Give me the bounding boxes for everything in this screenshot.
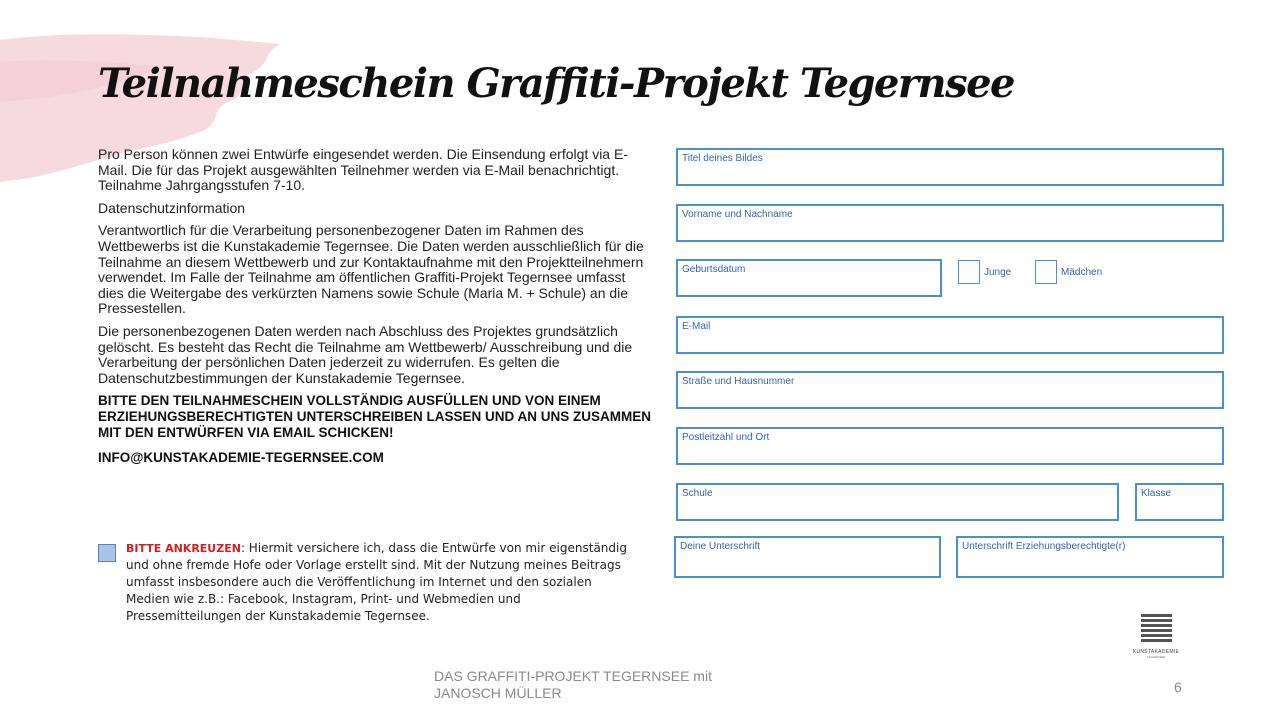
intro-paragraph: Pro Person können zwei Entwürfe eingesendet werden. Die Einsendung erfolgt via E-Mail. Die für das Projekt ausgewählten Teilnehmer werden via E-Mail benachrichtigt. Teilnahme Jahrgangsstufen 7-10. — [98, 146, 628, 194]
confirm-label: BITTE ANKREUZEN — [126, 542, 241, 555]
zip-city-field-label: Postleitzahl und Ort — [682, 432, 770, 443]
footer-line-1: DAS GRAFFITI-PROJEKT TEGERNSEE mit — [434, 668, 712, 684]
contact-email: INFO@KUNSTAKADEMIE-TEGERNSEE.COM — [98, 450, 384, 466]
email-field-label: E-Mail — [682, 321, 711, 332]
birthdate-field[interactable] — [676, 259, 942, 297]
birthdate-field-label: Geburtsdatum — [682, 264, 746, 275]
title-field[interactable] — [676, 148, 1224, 186]
school-field-label: Schule — [682, 488, 713, 499]
name-field[interactable] — [676, 204, 1224, 242]
privacy-paragraph: Verantwortlich für die Verarbeitung personenbezogener Daten im Rahmen des Wettbewerbs ist die Kunstakademie Tegernsee. Die Daten werden ausschließlich für die Teilnahme an diesem Wettbewerb und zur Kontaktaufnahme mit den Projektteilnehmern verwendet. Im Falle der Teilnahme am öffentlichen Graffiti-Projekt Tegernsee umfasst dies die Weitergabe des verkürzten Namens sowie Schule (Maria M. + Schule) an die Pressestellen. — [98, 222, 644, 317]
logo-subtext: TEGERNSEE — [1146, 655, 1166, 659]
kunstakademie-logo-icon — [1124, 614, 1188, 660]
logo-text: KUNSTAKADEMIE — [1132, 649, 1180, 655]
class-field-label: Klasse — [1141, 488, 1172, 499]
guardian-signature-field-label: Unterschrift Erziehungsberechtigte(r) — [962, 541, 1126, 552]
deletion-paragraph: Die personenbezogenen Daten werden nach Abschluss des Projektes grundsätzlich gelöscht. Es besteht das Recht die Teilnahme am Wettbewerb/ Ausschreibung und die Verarbeitung der persönlichen Daten jederzeit zu widerrufen. Es gelten die Datenschutzbestimmungen der Kunstakademie Tegernsee. — [98, 322, 633, 386]
confirmation-row — [98, 540, 638, 625]
class-field[interactable] — [1135, 483, 1224, 521]
confirmation-text — [126, 540, 638, 625]
info-text-column — [98, 147, 653, 475]
girl-checkbox-label: Mädchen — [1061, 267, 1103, 278]
instruction-paragraph: BITTE DEN TEILNAHMESCHEIN VOLLSTÄNDIG AUSFÜLLEN UND VON EINEM ERZIEHUNGSBERECHTIGTEN UNTERSCHREIBEN LASSEN UND AN UNS ZUSAMMEN MIT DEN ENTWÜRFEN VIA EMAIL SCHICKEN! — [98, 393, 652, 441]
registration-form — [670, 140, 1230, 585]
girl-checkbox[interactable] — [1035, 260, 1057, 284]
title-field-label: Titel deines Bildes — [682, 153, 763, 164]
boy-checkbox[interactable] — [958, 260, 980, 284]
street-field-label: Straße und Hausnummer — [682, 376, 795, 387]
school-field[interactable] — [676, 483, 1119, 521]
boy-checkbox-label: Junge — [984, 267, 1012, 278]
privacy-heading: Datenschutzinformation — [98, 199, 246, 216]
email-field[interactable] — [676, 316, 1224, 354]
page-title: Teilnahmeschein Graffiti-Projekt Tegernsee — [98, 60, 1015, 107]
name-field-label: Vorname und Nachname — [682, 209, 793, 220]
footer-line-2: JANOSCH MÜLLER — [434, 685, 562, 701]
confirm-checkbox[interactable] — [98, 544, 116, 562]
street-field[interactable] — [676, 371, 1224, 409]
guardian-signature-field[interactable] — [956, 536, 1224, 578]
footer-text — [434, 668, 712, 702]
signature-field[interactable] — [674, 536, 941, 578]
page-number: 6 — [1174, 679, 1182, 695]
confirm-body: : Hiermit versichere ich, dass die Entwürfe von mir eigenständig und ohne fremde Hofe oder Vorlage erstellt sind. Mit der Nutzung meines Beitrags umfasst insbesondere auch die Veröffentlichung im Internet und den sozialen Medien wie z.B.: Facebook, Instagram, Print- und Webmedien und Pressemitteilungen der Kunstakademie Tegernsee. — [126, 541, 627, 623]
zip-city-field[interactable] — [676, 427, 1224, 465]
signature-field-label: Deine Unterschrift — [680, 541, 761, 552]
